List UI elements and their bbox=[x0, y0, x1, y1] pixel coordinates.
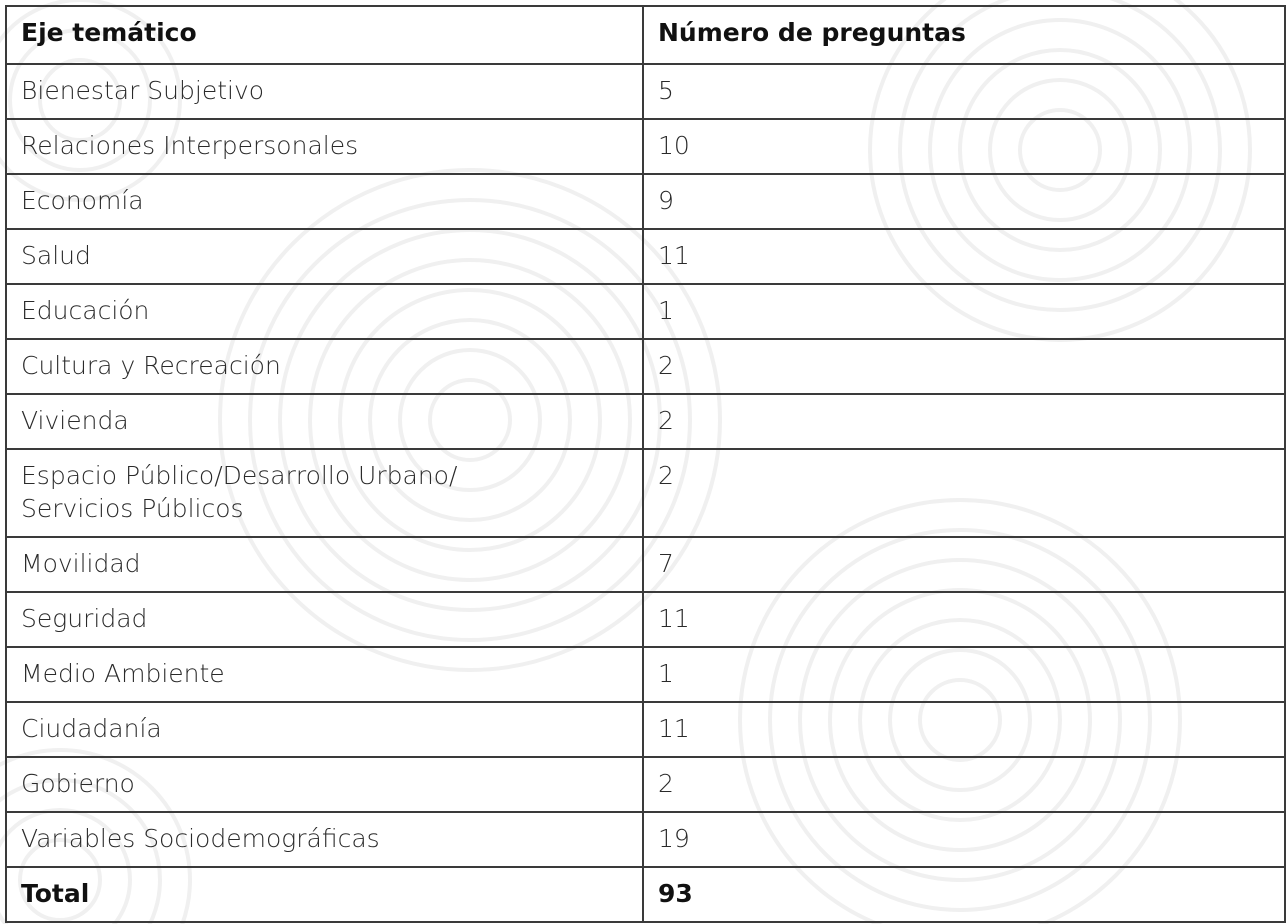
table-row bbox=[6, 394, 1285, 449]
table-row bbox=[6, 757, 1285, 812]
cell-eje-line: Espacio Público/Desarrollo Urbano/ bbox=[21, 461, 458, 490]
cell-eje: Medio Ambiente bbox=[6, 647, 643, 702]
table-row bbox=[6, 284, 1285, 339]
table-row bbox=[6, 592, 1285, 647]
cell-eje: Gobierno bbox=[6, 757, 643, 812]
cell-eje: Bienestar Subjetivo bbox=[6, 64, 643, 119]
cell-eje: Educación bbox=[6, 284, 643, 339]
cell-eje: Movilidad bbox=[6, 537, 643, 592]
cell-eje: Seguridad bbox=[6, 592, 643, 647]
table-row bbox=[6, 647, 1285, 702]
cell-count: 2 bbox=[643, 394, 1285, 449]
cell-eje: Economía bbox=[6, 174, 643, 229]
table-row bbox=[6, 339, 1285, 394]
cell-count: 2 bbox=[643, 757, 1285, 812]
cell-count: 5 bbox=[643, 64, 1285, 119]
table-row bbox=[6, 812, 1285, 867]
cell-count: 1 bbox=[643, 647, 1285, 702]
cell-eje: Ciudadanía bbox=[6, 702, 643, 757]
cell-count: 2 bbox=[643, 339, 1285, 394]
cell-count: 2 bbox=[643, 449, 1285, 537]
table-total-row bbox=[6, 867, 1285, 922]
cell-count: 1 bbox=[643, 284, 1285, 339]
table-row bbox=[6, 229, 1285, 284]
column-header-eje: Eje temático bbox=[6, 6, 643, 64]
table-row bbox=[6, 119, 1285, 174]
table-row bbox=[6, 449, 1285, 537]
cell-count: 19 bbox=[643, 812, 1285, 867]
cell-eje: Vivienda bbox=[6, 394, 643, 449]
cell-count: 7 bbox=[643, 537, 1285, 592]
cell-eje: Salud bbox=[6, 229, 643, 284]
total-value: 93 bbox=[643, 867, 1285, 922]
cell-count: 11 bbox=[643, 229, 1285, 284]
cell-count: 11 bbox=[643, 592, 1285, 647]
cell-count: 11 bbox=[643, 702, 1285, 757]
cell-eje-line: Servicios Públicos bbox=[21, 494, 244, 523]
cell-eje: Relaciones Interpersonales bbox=[6, 119, 643, 174]
thematic-axes-table bbox=[5, 5, 1286, 923]
table-header-row bbox=[6, 6, 1285, 64]
table-row bbox=[6, 537, 1285, 592]
cell-count: 10 bbox=[643, 119, 1285, 174]
table-row bbox=[6, 64, 1285, 119]
total-label: Total bbox=[6, 867, 643, 922]
table-row bbox=[6, 174, 1285, 229]
cell-count: 9 bbox=[643, 174, 1285, 229]
column-header-numero: Número de preguntas bbox=[643, 6, 1285, 64]
cell-eje: Variables Sociodemográficas bbox=[6, 812, 643, 867]
cell-eje bbox=[6, 449, 643, 537]
cell-eje: Cultura y Recreación bbox=[6, 339, 643, 394]
table-row bbox=[6, 702, 1285, 757]
